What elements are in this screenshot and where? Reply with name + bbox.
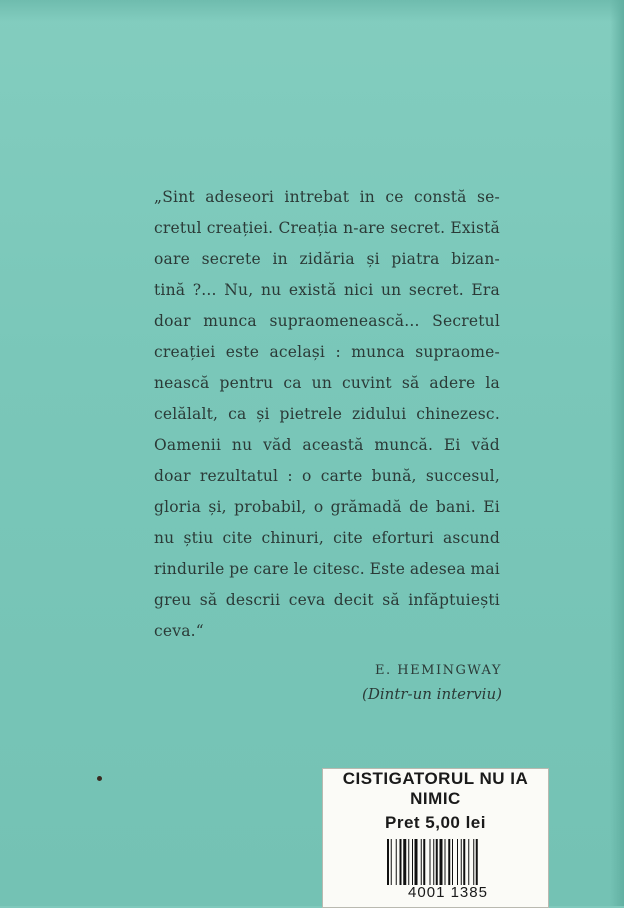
quote-word: : bbox=[335, 343, 341, 361]
quote-word: in bbox=[359, 188, 375, 206]
quote-word: Oamenii bbox=[154, 436, 222, 454]
quote-word: și bbox=[256, 405, 270, 423]
barcode-bar bbox=[452, 839, 453, 885]
quote-word: bizan- bbox=[451, 250, 500, 268]
quote-word: ?... bbox=[192, 281, 217, 299]
quote-word: mai bbox=[470, 560, 500, 578]
barcode-bar bbox=[387, 839, 389, 885]
quote-word: decit bbox=[333, 591, 374, 609]
barcode-bar bbox=[433, 839, 434, 885]
quote-line bbox=[154, 213, 500, 244]
barcode-bar bbox=[468, 839, 469, 885]
quote-line bbox=[154, 430, 500, 461]
quote-word: ca bbox=[228, 405, 247, 423]
quote-word: Este bbox=[369, 560, 406, 578]
quote-word: ca bbox=[283, 374, 302, 392]
quote-line bbox=[154, 337, 500, 368]
quote-author: E. HEMINGWAY bbox=[375, 663, 502, 678]
quote-word: bună, bbox=[371, 467, 417, 485]
barcode-bar bbox=[430, 839, 431, 885]
quote-word: gloria bbox=[154, 498, 202, 516]
quote-word: oare bbox=[154, 250, 190, 268]
quote-line bbox=[154, 306, 500, 337]
quote-word: creației. bbox=[206, 219, 274, 237]
quote-word: rezultatul bbox=[199, 467, 279, 485]
quote-word: secret. bbox=[408, 281, 464, 299]
barcode-icon bbox=[387, 839, 507, 885]
quote-word: zidului bbox=[352, 405, 407, 423]
cover-right-edge bbox=[610, 0, 624, 906]
cover-top-edge bbox=[0, 0, 624, 22]
quote-word: văd bbox=[471, 436, 500, 454]
quote-word: intrebat bbox=[284, 188, 350, 206]
barcode-bar bbox=[436, 839, 438, 885]
quote-word: celălalt, bbox=[154, 405, 219, 423]
quote-word: cretul bbox=[154, 219, 202, 237]
quote-word: grămadă bbox=[330, 498, 402, 516]
quote-word: chinezesc. bbox=[416, 405, 500, 423]
quote-word: ce bbox=[385, 188, 404, 206]
quote-word: bani. bbox=[435, 498, 476, 516]
quote-word: există bbox=[288, 281, 337, 299]
quote-line bbox=[154, 554, 500, 585]
quote-word: le bbox=[293, 560, 309, 578]
quote-word: doar bbox=[154, 312, 191, 330]
quote-word: doar bbox=[154, 467, 191, 485]
quote-word: pentru bbox=[219, 374, 274, 392]
quote-word: cite bbox=[333, 529, 363, 547]
barcode-bar bbox=[473, 839, 474, 885]
quote-word: secrete bbox=[201, 250, 261, 268]
barcode-bar bbox=[445, 839, 446, 885]
quote-word: secret. bbox=[390, 219, 446, 237]
quote-line bbox=[154, 616, 500, 647]
quote-word: ceva.“ bbox=[154, 622, 204, 640]
quote-word: este bbox=[225, 343, 260, 361]
quote-word: rindurile bbox=[154, 560, 225, 578]
price-sticker bbox=[322, 768, 549, 908]
quote-word: pe bbox=[229, 560, 249, 578]
quote-word: un bbox=[380, 281, 402, 299]
quote-word: probabil, bbox=[234, 498, 307, 516]
quote-word: citesc. bbox=[312, 560, 365, 578]
barcode-bar bbox=[463, 839, 465, 885]
barcode-bar bbox=[448, 839, 450, 885]
barcode-bar bbox=[415, 839, 418, 885]
quote-word: Nu, bbox=[224, 281, 254, 299]
quote-word: pietrele bbox=[279, 405, 343, 423]
barcode-bar bbox=[440, 839, 443, 885]
barcode-bar bbox=[408, 839, 409, 885]
quote-word: supraomenească... bbox=[269, 312, 420, 330]
quote-word: să bbox=[199, 591, 218, 609]
quote-word: Creația bbox=[278, 219, 338, 237]
barcode-bar bbox=[412, 839, 413, 885]
barcode-bar bbox=[457, 839, 458, 885]
quote-word: să bbox=[401, 374, 420, 392]
quote-line bbox=[154, 399, 500, 430]
sticker-price: Pret 5,00 lei bbox=[384, 813, 486, 832]
barcode-bar bbox=[421, 839, 422, 885]
sticker-title-line2: NIMIC bbox=[410, 789, 461, 808]
quote-word: succesul, bbox=[425, 467, 500, 485]
quote-word: greu bbox=[154, 591, 192, 609]
quote-word: carte bbox=[320, 467, 363, 485]
quote-word: cuvint bbox=[342, 374, 392, 392]
quote-line bbox=[154, 523, 500, 554]
quote-word: adesea bbox=[409, 560, 466, 578]
barcode-bar bbox=[476, 839, 478, 885]
quote-word: un bbox=[311, 374, 333, 392]
quote-line bbox=[154, 585, 500, 616]
quote-word: nu bbox=[260, 281, 282, 299]
quote-word: nu bbox=[154, 529, 175, 547]
quote-word: nici bbox=[343, 281, 374, 299]
ink-spot bbox=[97, 776, 102, 781]
barcode-bar bbox=[403, 839, 406, 885]
quote-word: de bbox=[409, 498, 429, 516]
sticker-title-line1: CISTIGATORUL NU IA bbox=[342, 769, 529, 788]
quote-word: constă bbox=[413, 188, 467, 206]
quote-word: cite bbox=[222, 529, 253, 547]
quote-word: muncă. bbox=[374, 436, 434, 454]
quote-word: : bbox=[287, 467, 293, 485]
quote-word: și bbox=[366, 250, 380, 268]
quote-word: o bbox=[302, 467, 312, 485]
quote-word: zidăria bbox=[299, 250, 355, 268]
quote-word: infăptuiești bbox=[408, 591, 500, 609]
quote-word: Secretul bbox=[432, 312, 500, 330]
quote-word: și, bbox=[208, 498, 227, 516]
quote-word: ceva bbox=[288, 591, 326, 609]
barcode-bar bbox=[461, 839, 462, 885]
quote-word: tină bbox=[154, 281, 186, 299]
quote-line bbox=[154, 182, 500, 213]
quote-word: eforturi bbox=[372, 529, 434, 547]
quote-word: Ei bbox=[483, 498, 500, 516]
quote-word: piatra bbox=[391, 250, 440, 268]
quote-word: munca bbox=[203, 312, 257, 330]
quote-word: munca bbox=[351, 343, 405, 361]
quote-word: la bbox=[485, 374, 500, 392]
quote-word: in bbox=[272, 250, 288, 268]
quote-word: Există bbox=[450, 219, 500, 237]
quote-word: Ei bbox=[443, 436, 461, 454]
quote-word: nească bbox=[154, 374, 210, 392]
quote-word: descrii bbox=[225, 591, 281, 609]
quote-word: văd bbox=[263, 436, 292, 454]
quote-word: se- bbox=[477, 188, 500, 206]
quote-word: această bbox=[302, 436, 364, 454]
quote-word: care bbox=[253, 560, 289, 578]
quote-word: să bbox=[382, 591, 400, 609]
barcode-number: 4001 1385 bbox=[408, 884, 488, 901]
barcode-bar bbox=[396, 839, 397, 885]
quote-word: o bbox=[313, 498, 324, 516]
quote-word: ascund bbox=[442, 529, 500, 547]
quote-line bbox=[154, 244, 500, 275]
quote-line bbox=[154, 368, 500, 399]
quote-word: n-are bbox=[343, 219, 386, 237]
quote-line bbox=[154, 492, 500, 523]
quote-word: adere bbox=[429, 374, 476, 392]
quote-word: Era bbox=[471, 281, 500, 299]
quote-line bbox=[154, 275, 500, 306]
quote-word: creației bbox=[154, 343, 216, 361]
hemingway-quote bbox=[154, 182, 500, 647]
quote-source: (Dintr-un interviu) bbox=[361, 685, 502, 703]
barcode-bar bbox=[423, 839, 425, 885]
quote-word: același bbox=[269, 343, 326, 361]
quote-word: chinuri, bbox=[261, 529, 324, 547]
quote-word: „Sint bbox=[154, 188, 195, 206]
quote-word: adeseori bbox=[205, 188, 274, 206]
quote-line bbox=[154, 461, 500, 492]
quote-word: nu bbox=[231, 436, 253, 454]
quote-word: supraome- bbox=[415, 343, 500, 361]
quote-word: știu bbox=[183, 529, 214, 547]
barcode-bar bbox=[391, 839, 392, 885]
barcode-bar bbox=[400, 839, 402, 885]
